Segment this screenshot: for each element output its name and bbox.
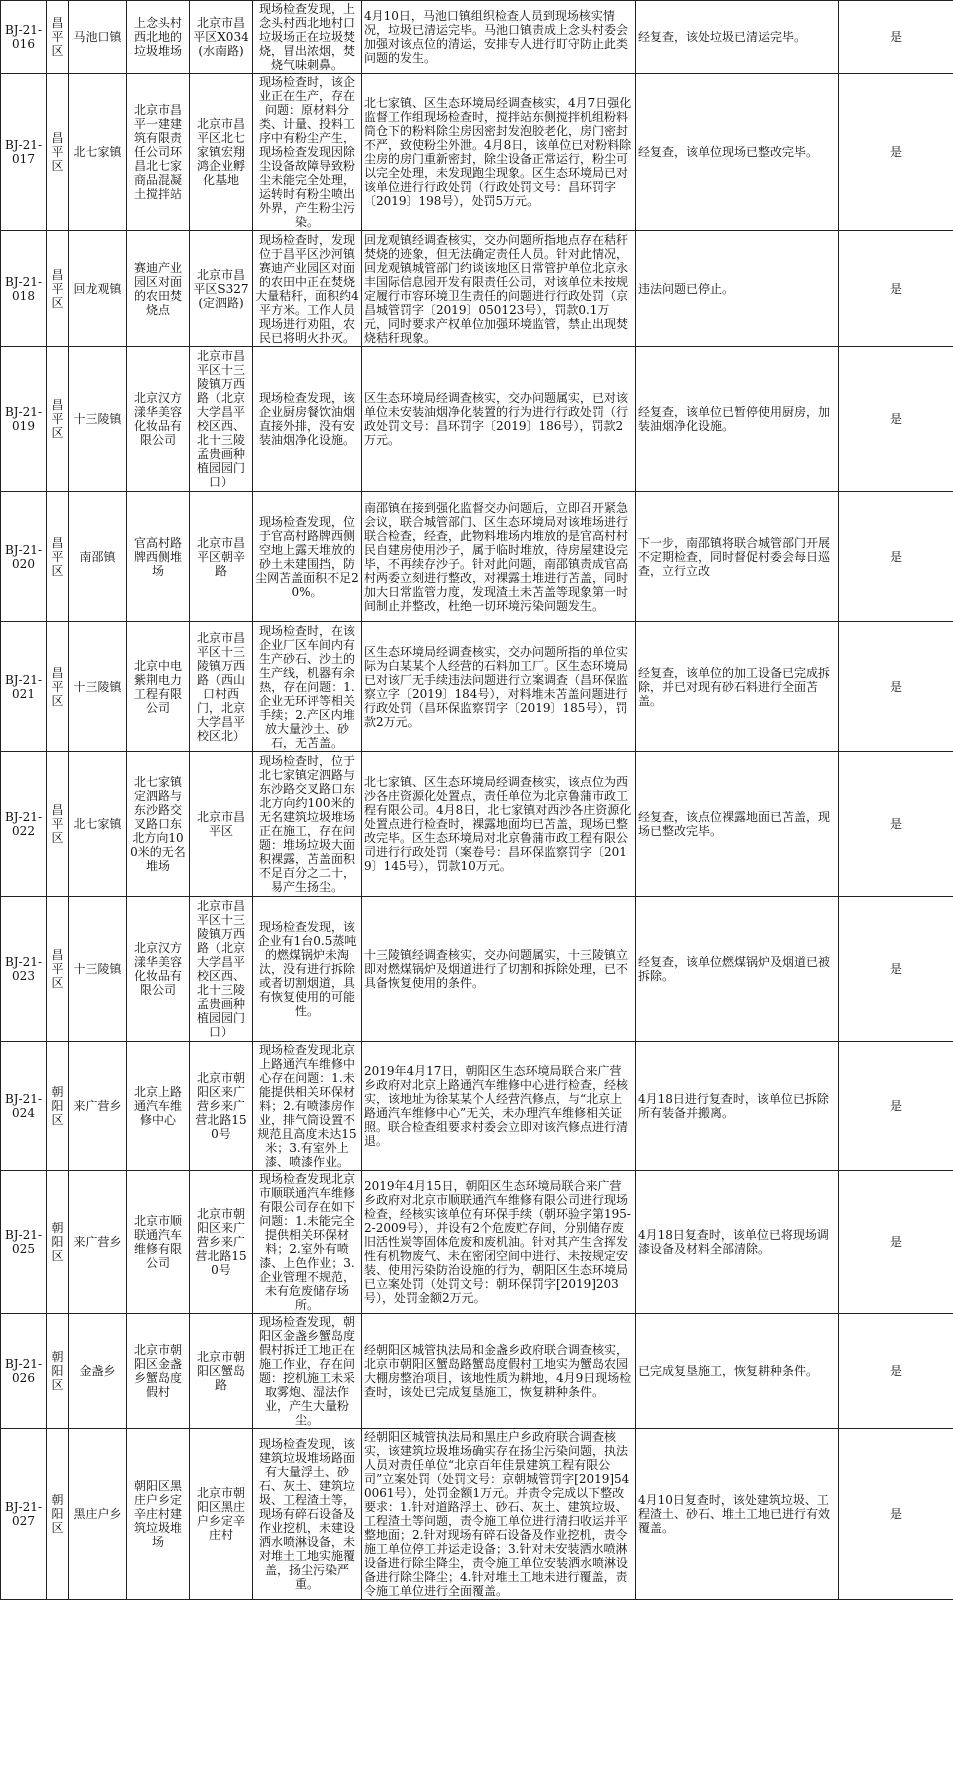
- table-row: [1, 1314, 953, 1429]
- row-target: 北京市顺联通汽车维修有限公司: [127, 1171, 190, 1314]
- row-town: 回龙观镇: [69, 231, 127, 347]
- row-target: 北京市朝阳区金盏乡蟹岛度假村: [127, 1314, 190, 1429]
- row-done: 是: [839, 1042, 953, 1171]
- row-town: 十三陵镇: [69, 622, 127, 752]
- row-code: BJ-21-020: [1, 492, 47, 622]
- row-problem: 现场检查时，在该企业厂区车间内有生产砂石、沙土的生产线，机器有余热，存在问题：1.企业无环评等相关手续；2.产区内堆放大量沙土、砂石，无苫盖。: [253, 622, 362, 752]
- row-problem: 现场检查发现北京市顺联通汽车维修有限公司存在如下问题：1.未能完全提供相关环保材料；2.室外有喷漆、上色作业；3.企业管理不规范，未有危废储存场所。: [253, 1171, 362, 1314]
- row-target: 北七家镇定泗路与东沙路交叉路口东北方向100米的无名堆场: [127, 752, 190, 897]
- table-row: [1, 1, 953, 74]
- row-handling: 经朝阳区城管执法局和金盏乡政府联合调查核实，北京市朝阳区蟹岛路蟹岛度假村工地实为蟹岛农园大棚房整治项目，该地性质为耕地，4月9日现场检查时，该处已完成复垦施工，恢复耕种条件。: [362, 1314, 636, 1429]
- row-done: 是: [839, 1314, 953, 1429]
- row-problem: 现场检查发现，位于官高村路牌西侧空地上露天堆放的砂土未建围挡，防尘网苫盖面积不足20%。: [253, 492, 362, 622]
- row-code: BJ-21-019: [1, 347, 47, 492]
- row-target: 赛迪产业园区对面的农田焚烧点: [127, 231, 190, 347]
- row-code: BJ-21-018: [1, 231, 47, 347]
- row-progress: 下一步，南邵镇将联合城管部门开展不定期检查，同时督促村委会每日巡查，立行立改: [636, 492, 839, 622]
- table-row: [1, 1042, 953, 1171]
- row-progress: 4月18日复查时，该单位已将现场调漆设备及材料全部清除。: [636, 1171, 839, 1314]
- row-done: 是: [839, 752, 953, 897]
- row-address: 北京市朝阳区来广营乡来广营北路150号: [190, 1171, 253, 1314]
- table-body: [1, 1, 953, 1600]
- row-district: 昌平区: [47, 347, 69, 492]
- row-district: 昌平区: [47, 1, 69, 74]
- row-progress: 经复查，该点位裸露地面已苫盖，现场已整改完毕。: [636, 752, 839, 897]
- row-done: 是: [839, 1429, 953, 1600]
- row-address: 北京市朝阳区来广营乡来广营北路150号: [190, 1042, 253, 1171]
- row-problem: 现场检查发现，上念头村西北地村口垃圾场正在垃圾焚烧，冒出浓烟，焚烧气味刺鼻。: [253, 1, 362, 74]
- row-problem: 现场检查发现，朝阳区金盏乡蟹岛度假村拆迁工地正在施工作业，存在问题：挖机施工未采取雾炮、湿法作业，产生大量粉尘。: [253, 1314, 362, 1429]
- row-town: 金盏乡: [69, 1314, 127, 1429]
- row-problem: 现场检查发现，该建筑垃圾堆场路面有大量浮土、砂石、灰土、建筑垃圾、工程渣土等，现场有碎石设备及作业挖机，未建设洒水喷淋设备，未对堆土工地实施覆盖，扬尘污染严重。: [253, 1429, 362, 1600]
- row-address: 北京市昌平区十三陵镇万西路（北京大学昌平校区西、北十三陵孟贵画种植园园门口）: [190, 897, 253, 1042]
- row-handling: 4月10日，马池口镇组织检查人员到现场核实情况，垃圾已清运完毕。马池口镇责成上念头村委会加强对该点位的清运，安排专人进行盯守防止此类问题的发生。: [362, 1, 636, 74]
- row-progress: 4月10日复查时，该处建筑垃圾、工程渣土、砂石、堆土工地已进行有效覆盖。: [636, 1429, 839, 1600]
- row-problem: 现场检查时，位于北七家镇定泗路与东沙路交叉路口东北方向约100米的无名建筑垃圾堆场正在施工，存在问题：堆场垃圾大面积裸露，苫盖面积不足百分之二十，易产生扬尘。: [253, 752, 362, 897]
- row-target: 北京汉方漾华美容化妆品有限公司: [127, 897, 190, 1042]
- row-progress: 经复查，该单位的加工设备已完成拆除，并已对现有砂石料进行全面苫盖。: [636, 622, 839, 752]
- row-district: 朝阳区: [47, 1314, 69, 1429]
- row-district: 昌平区: [47, 231, 69, 347]
- row-progress: 经复查，该处垃圾已清运完毕。: [636, 1, 839, 74]
- row-progress: 经复查，该单位燃煤锅炉及烟道已被拆除。: [636, 897, 839, 1042]
- row-town: 北七家镇: [69, 74, 127, 231]
- row-district: 昌平区: [47, 74, 69, 231]
- row-address: 北京市昌平区十三陵镇万西路（北京大学昌平校区西、北十三陵孟贵画种植园园门口）: [190, 347, 253, 492]
- row-problem: 现场检查发现，该企业有1台0.5蒸吨的燃煤锅炉未淘汰，没有进行拆除或者切割烟道，具有恢复使用的可能性。: [253, 897, 362, 1042]
- row-address: 北京市昌平区朝辛路: [190, 492, 253, 622]
- row-handling: 2019年4月15日，朝阳区生态环境局联合来广营乡政府对北京市顺联通汽车维修有限公司进行现场检查，经核实该单位有环保手续（朝环验字第195-2-2009号），并设有2个危废贮存间，分别储存废旧活性炭等固体危废和废机油。针对其产生含挥发性有机物废气、未在密闭空间中进行、未按规定安装、使用污染防治设施的行为，朝阳区生态环境局已立案处罚（处罚文号：朝环保罚字[2019]203号），处罚金额2万元。: [362, 1171, 636, 1314]
- row-handling: 回龙观镇经调查核实，交办问题所指地点存在秸秆焚烧的迹象，但无法确定责任人员。针对此情况，回龙观镇城管部门约谈该地区日常管护单位北京永丰国际信息园开发有限责任公司，对该单位未按规定履行市容环境卫生责任的问题进行行政处罚（京昌城管罚字〔2019〕050123号），罚款0.1万元，同时要求产权单位加强环境监管，禁止出现焚烧秸秆现象。: [362, 231, 636, 347]
- row-address: 北京市昌平区十三陵镇万西路（西山口村西门，北京大学昌平校区北）: [190, 622, 253, 752]
- row-problem: 现场检查发现，该企业厨房餐饮油烟直接外排，没有安装油烟净化设施。: [253, 347, 362, 492]
- row-address: 北京市昌平区: [190, 752, 253, 897]
- row-code: BJ-21-017: [1, 74, 47, 231]
- row-district: 昌平区: [47, 752, 69, 897]
- row-handling: 2019年4月17日，朝阳区生态环境局联合来广营乡政府对北京上路通汽车维修中心进行检查，经核实，该地址为徐某某个人经营汽修点，与“北京上路通汽车维修中心”无关，未办理汽车维修相关证照。联合检查组要求村委会立即对该汽修点进行清退。: [362, 1042, 636, 1171]
- row-target: 朝阳区黑庄户乡定辛庄村建筑垃圾堆场: [127, 1429, 190, 1600]
- row-code: BJ-21-026: [1, 1314, 47, 1429]
- row-target: 官高村路牌西侧堆场: [127, 492, 190, 622]
- row-done: 是: [839, 622, 953, 752]
- row-handling: 北七家镇、区生态环境局经调查核实，4月7日强化监督工作组现场检查时，搅拌站东侧搅拌机组粉料筒仓下的粉料除尘房因密封发泡胶老化，房门密封不严，致使粉尘外泄。4月8日，该单位已对粉料除尘房的房门重新密封，除尘设备正常运行，粉尘可以完全处理，未发现跑尘现象。区生态环境局已对该单位进行行政处罚（行政处罚文号：昌环罚字〔2019〕198号），处罚5万元。: [362, 74, 636, 231]
- row-handling: 经朝阳区城管执法局和黑庄户乡政府联合调查核实，该建筑垃圾堆场确实存在扬尘污染问题，执法人员对责任单位“北京百年佳景建筑工程有限公司”立案处罚（处罚文号：京朝城管罚字[2019]540061号），处罚金额1万元。并责令完成以下整改要求：1.针对道路浮土、砂石、灰土、建筑垃圾、工程渣土等问题，责令施工单位进行清扫收运并平整地面；2.针对现场有碎石设备及作业挖机，责令施工单位停工并运走设备；3.针对未安装洒水喷淋设备进行除尘降尘，责令施工单位安装洒水喷淋设备进行除尘降尘；4.针对堆土工地未进行覆盖，责令施工单位进行全面覆盖。: [362, 1429, 636, 1600]
- row-address: 北京市朝阳区黑庄户乡定辛庄村: [190, 1429, 253, 1600]
- row-code: BJ-21-022: [1, 752, 47, 897]
- row-address: 北京市昌平区X034(水南路): [190, 1, 253, 74]
- row-done: 是: [839, 1171, 953, 1314]
- table-row: [1, 1429, 953, 1600]
- row-problem: 现场检查时，该企业正在生产，存在问题：原材料分类、计量、投料工序中有粉尘产生，现场检查发现因除尘设备故障导致粉尘未能完全处理，运转时有粉尘喷出外界，产生粉尘污染。: [253, 74, 362, 231]
- row-address: 北京市昌平区S327(定泗路): [190, 231, 253, 347]
- row-district: 朝阳区: [47, 1171, 69, 1314]
- row-done: 是: [839, 492, 953, 622]
- row-town: 北七家镇: [69, 752, 127, 897]
- row-district: 朝阳区: [47, 1429, 69, 1600]
- row-town: 黑庄户乡: [69, 1429, 127, 1600]
- row-town: 十三陵镇: [69, 347, 127, 492]
- row-done: 是: [839, 231, 953, 347]
- row-progress: 经复查，该单位现场已整改完毕。: [636, 74, 839, 231]
- table-row: [1, 74, 953, 231]
- table-row: [1, 347, 953, 492]
- row-target: 上念头村西北地的垃圾堆场: [127, 1, 190, 74]
- row-target: 北京上路通汽车维修中心: [127, 1042, 190, 1171]
- row-district: 昌平区: [47, 897, 69, 1042]
- row-handling: 区生态环境局经调查核实，交办问题所指的单位实际为白某某个人经营的石料加工厂。区生态环境局已对该厂无手续违法问题进行立案调查（昌环保监察立字〔2019〕184号），对料堆未苫盖问题进行行政处罚（昌环保监察罚字〔2019〕185号），罚款2万元。: [362, 622, 636, 752]
- row-code: BJ-21-024: [1, 1042, 47, 1171]
- row-done: 是: [839, 897, 953, 1042]
- row-district: 昌平区: [47, 622, 69, 752]
- row-target: 北京汉方漾华美容化妆品有限公司: [127, 347, 190, 492]
- row-done: 是: [839, 1, 953, 74]
- table-row: [1, 231, 953, 347]
- table-row: [1, 622, 953, 752]
- row-town: 马池口镇: [69, 1, 127, 74]
- row-town: 来广营乡: [69, 1042, 127, 1171]
- row-progress: 违法问题已停止。: [636, 231, 839, 347]
- row-district: 朝阳区: [47, 1042, 69, 1171]
- table-row: [1, 492, 953, 622]
- row-town: 十三陵镇: [69, 897, 127, 1042]
- row-code: BJ-21-027: [1, 1429, 47, 1600]
- row-code: BJ-21-025: [1, 1171, 47, 1314]
- row-progress: 已完成复垦施工，恢复耕种条件。: [636, 1314, 839, 1429]
- row-handling: 北七家镇、区生态环境局经调查核实，该点位为西沙各庄资源化处置点，责任单位为北京鲁蒲市政工程有限公司。4月8日，北七家镇对西沙各庄资源化处置点进行检查时，裸露地面均已苫盖，现场已整改完毕。区生态环境局对北京鲁蒲市政工程有限公司进行行政处罚（案卷号：昌环保监察罚字〔2019〕145号），罚款10万元。: [362, 752, 636, 897]
- row-address: 北京市昌平区北七家镇宏翔鸿企业孵化基地: [190, 74, 253, 231]
- row-target: 北京中电紫荆电力工程有限公司: [127, 622, 190, 752]
- row-address: 北京市朝阳区蟹岛路: [190, 1314, 253, 1429]
- table-row: [1, 752, 953, 897]
- row-town: 南邵镇: [69, 492, 127, 622]
- row-done: 是: [839, 347, 953, 492]
- row-code: BJ-21-016: [1, 1, 47, 74]
- row-handling: 南邵镇在接到强化监督交办问题后，立即召开紧急会议，联合城管部门、区生态环境局对该堆场进行联合检查，经查，此物料堆场内堆放的是官高村村民自建房使用沙子，属于临时堆放，待房屋建设完毕，不再续存沙子。针对此问题，南邵镇责成官高村两委立刻进行整改，对裸露土堆进行苫盖，同时加大日常监管力度，发现渣土未苫盖等现象第一时间制止并整改，杜绝一切环境污染问题发生。: [362, 492, 636, 622]
- row-done: 是: [839, 74, 953, 231]
- row-progress: 经复查，该单位已暂停使用厨房，加装油烟净化设施。: [636, 347, 839, 492]
- table-row: [1, 897, 953, 1042]
- row-town: 来广营乡: [69, 1171, 127, 1314]
- table-row: [1, 1171, 953, 1314]
- row-problem: 现场检查发现北京上路通汽车维修中心存在问题：1.未能提供相关环保材料；2.有喷漆房作业，排气筒设置不规范且高度未达15米；3.有室外上漆、喷漆作业。: [253, 1042, 362, 1171]
- row-progress: 4月18日进行复查时，该单位已拆除所有装备并搬离。: [636, 1042, 839, 1171]
- row-code: BJ-21-021: [1, 622, 47, 752]
- row-handling: 区生态环境局经调查核实，交办问题属实，已对该单位未安装油烟净化装置的行为进行行政处罚（行政处罚文号：昌环罚字〔2019〕186号），罚款2万元。: [362, 347, 636, 492]
- row-problem: 现场检查时，发现位于昌平区沙河镇赛迪产业园区对面的农田中正在焚烧大量秸秆，面积约4平方米。工作人员现场进行劝阻，农民已将明火扑灭。: [253, 231, 362, 347]
- row-target: 北京市昌平一建建筑有限责任公司环昌北七家商品混凝土搅拌站: [127, 74, 190, 231]
- row-handling: 十三陵镇经调查核实，交办问题属实，十三陵镇立即对燃煤锅炉及烟道进行了切割和拆除处理，已不具备恢复使用的条件。: [362, 897, 636, 1042]
- row-district: 昌平区: [47, 492, 69, 622]
- row-code: BJ-21-023: [1, 897, 47, 1042]
